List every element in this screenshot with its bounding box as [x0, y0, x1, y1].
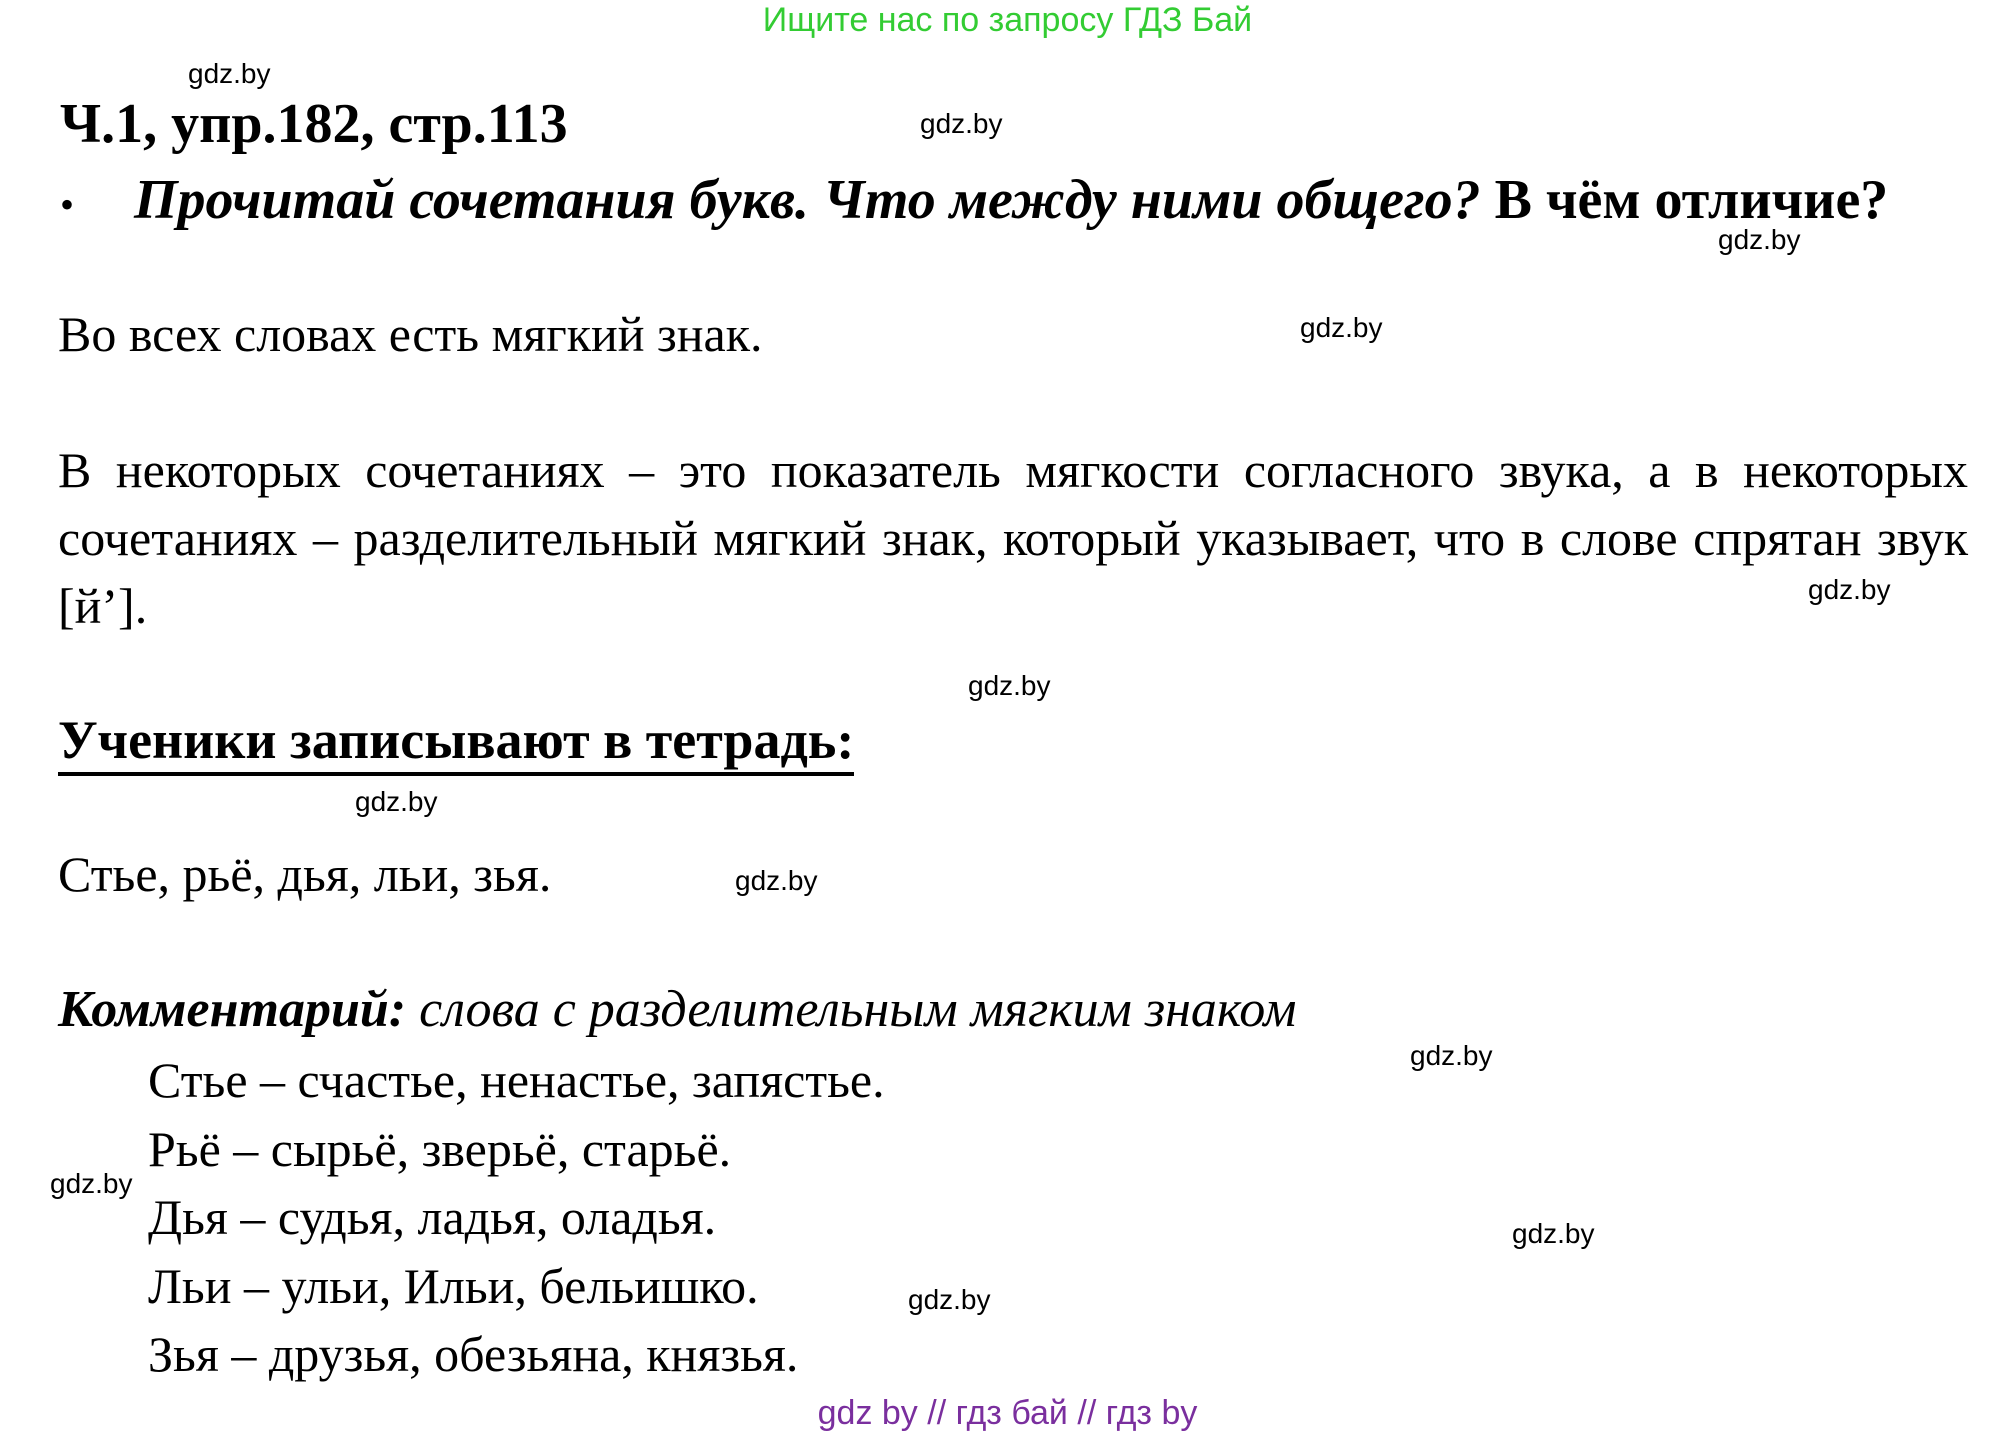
exercise-title: Ч.1, упр.182, стр.113 [60, 93, 568, 155]
example-item: Зья – друзья, обезьяна, князья. [148, 1326, 799, 1382]
watermark: gdz.by [355, 786, 438, 817]
watermark: gdz.by [1808, 574, 1891, 605]
comment-line [58, 978, 1296, 1042]
notebook-heading: Ученики записывают в тетрадь: [58, 708, 854, 776]
example-item: Рьё – сырьё, зверьё, старьё. [148, 1120, 732, 1177]
watermark: gdz.by [920, 108, 1003, 139]
example-item: Дья – судья, ладья, оладья. [148, 1189, 717, 1245]
watermark: gdz.by [1512, 1218, 1595, 1249]
watermark: gdz.by [1718, 224, 1801, 255]
comment-label: Комментарий: [58, 981, 407, 1038]
task-question: Прочитай сочетания букв. Что между ними общего? [134, 169, 1481, 231]
watermark: gdz.by [50, 1168, 133, 1199]
answer-difference: В некоторых сочетаниях – это показатель мягкости согласного звука, а в некоторых сочетаниях – разделительный мягкий знак, который указывает, что в слове спрятан звук [й’]. [58, 442, 1968, 634]
search-banner: Ищите нас по запросу ГДЗ Бай [762, 1, 1253, 39]
watermark: gdz.by [968, 670, 1051, 701]
notebook-entry: Стье, рьё, дья, льи, зья. [58, 846, 552, 902]
watermark: gdz.by [1300, 312, 1383, 343]
task-question-tail: В чём отличие? [1480, 169, 1889, 231]
comment-text: слова с разделительным мягким знаком [406, 981, 1297, 1038]
watermark: gdz.by [908, 1284, 991, 1315]
example-item: Льи – ульи, Ильи, бельишко. [148, 1257, 759, 1314]
examples-list [148, 1046, 885, 1389]
watermark: gdz.by [735, 865, 818, 896]
watermark: gdz.by [188, 58, 271, 89]
example-item: Стье – счастье, ненастье, запястье. [148, 1052, 885, 1108]
task-line [60, 168, 1888, 237]
bullet: • [60, 182, 75, 228]
footer-links: gdz by // гдз бай // гдз by [817, 1394, 1198, 1432]
answer-common: Во всех словах есть мягкий знак. [58, 306, 763, 362]
watermark: gdz.by [1410, 1040, 1493, 1071]
